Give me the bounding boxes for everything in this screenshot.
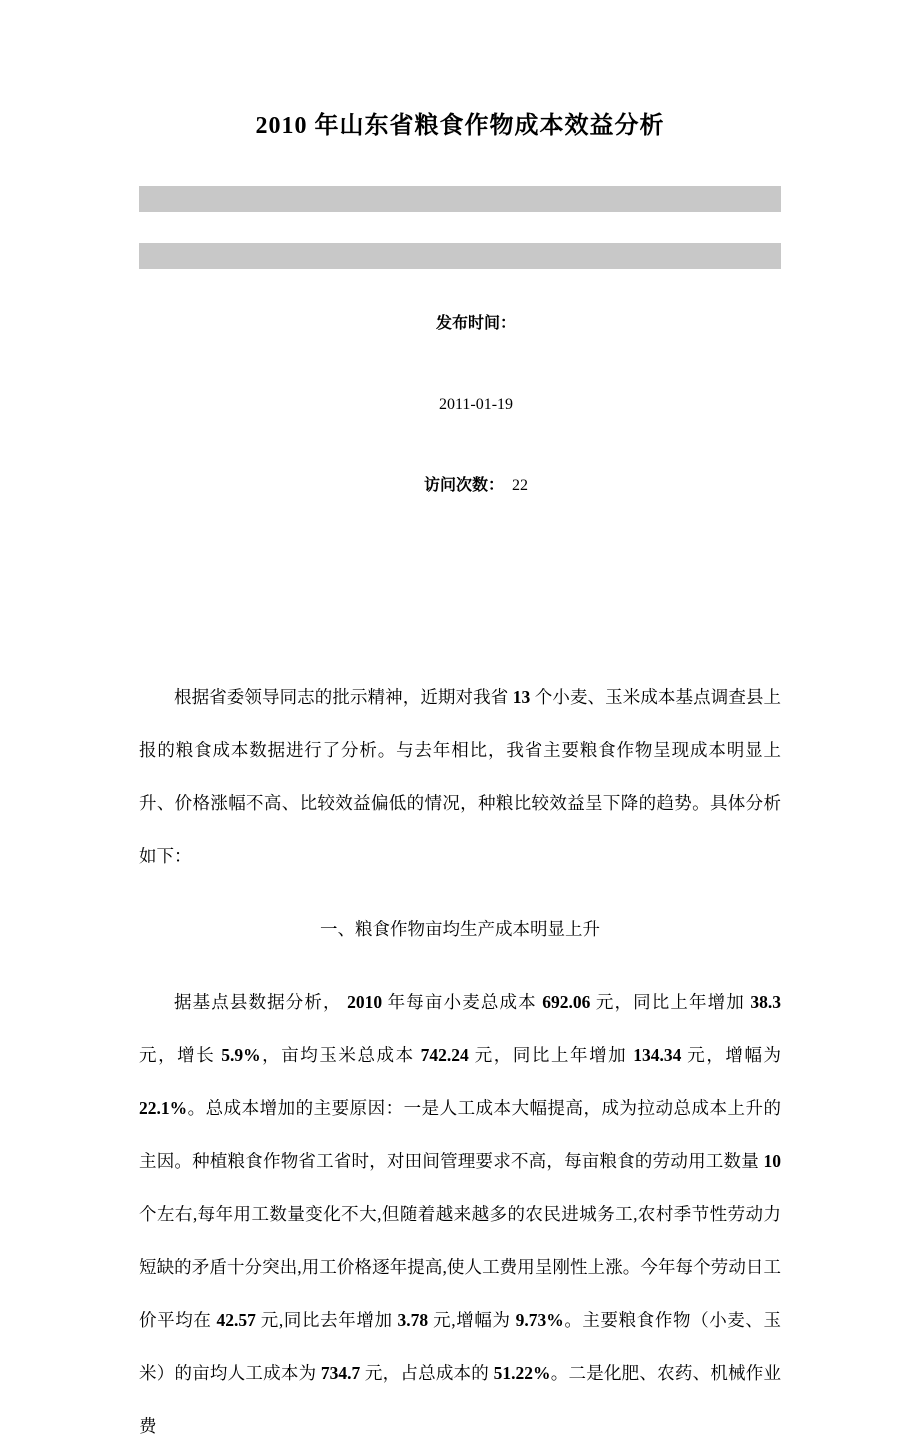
document-body bbox=[139, 671, 781, 1453]
section-1-heading: 一、粮食作物亩均生产成本明显上升 bbox=[320, 919, 600, 939]
publish-date bbox=[139, 364, 781, 445]
publish-time-label-text: 发布时间： bbox=[435, 315, 516, 332]
divider-bar-bottom bbox=[139, 243, 781, 269]
visit-count-spacer bbox=[504, 477, 512, 494]
intro-paragraph: 根据省委领导同志的批示精神，近期对我省 13 个小麦、玉米成本基点调查县上报的粮食成本数据进行了分析。与去年相比，我省主要粮食作物呈现成本明显上升、价格涨幅不高、比较效益偏低的情况，种粮比较效益呈下降的趋势。具体分析如下： bbox=[139, 687, 782, 866]
publish-time-label bbox=[139, 283, 781, 364]
content-column bbox=[139, 186, 781, 1453]
visit-count-value: 22 bbox=[512, 477, 528, 494]
divider-bar-top bbox=[139, 186, 781, 212]
meta-block bbox=[139, 283, 781, 526]
publish-date-text: 2011-01-19 bbox=[438, 396, 514, 413]
visit-count-label: 访问次数： bbox=[423, 477, 504, 494]
visit-count-line bbox=[139, 445, 781, 526]
document-title: 2010 年山东省粮食作物成本效益分析 bbox=[255, 113, 665, 139]
section-1-paragraph: 据基点县数据分析， 2010 年每亩小麦总成本 692.06 元，同比上年增加 38.3 元，增长 5.9%，亩均玉米总成本 742.24 元，同比上年增加 134.34 元，增幅为 22.1%。总成本增加的主要原因：一是人工成本大幅提高，成为拉动总成本上升的主因。种植粮食作物省工省时，对田间管理要求不高，每亩粮食的劳动用工数量 10 个左右,每年用工数量变化不大,但随着越来越多的农民进城务工,农村季节性劳动力短缺的矛盾十分突出,用工价格逐年提高,使人工费用呈刚性上涨。今年每个劳动日工价平均在 42.57 元,同比去年增加 3.78 元,增幅为 9.73%。主要粮食作物（小麦、玉米）的亩均人工成本为 734.7 元，占总成本的 51.22%。二是化肥、农药、机械作业费 bbox=[139, 992, 782, 1436]
